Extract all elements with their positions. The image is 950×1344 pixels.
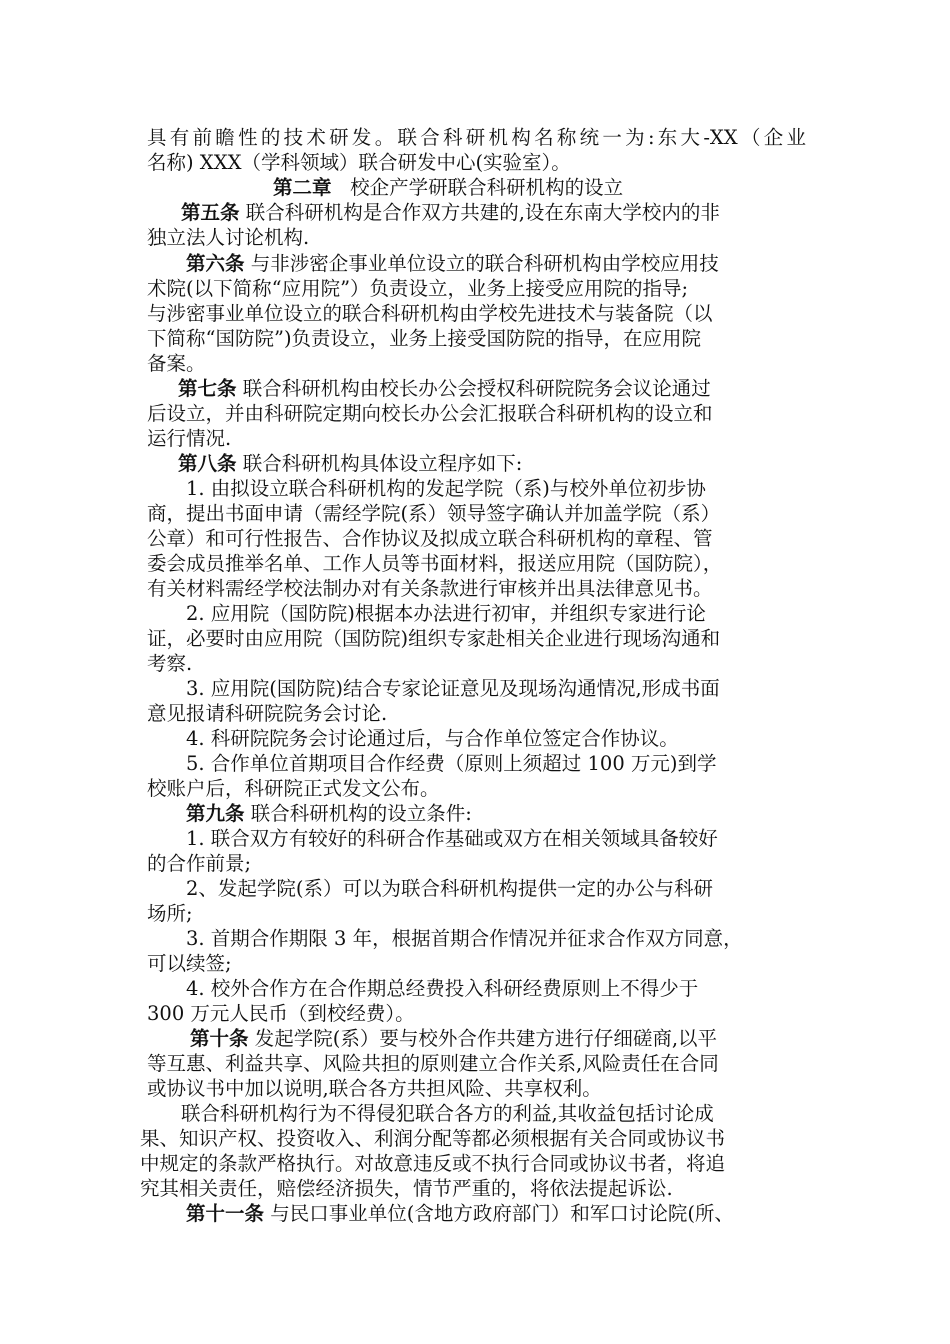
article-label: 第九条 — [186, 802, 245, 825]
article-line — [186, 801, 472, 827]
text-line: 300 万元人民币（到校经费）。 — [147, 1002, 415, 1025]
text-line: 联合科研机构的设立条件: — [250, 802, 472, 825]
text-line: 与涉密事业单位设立的联合科研机构由学校先进技术与装备院（以 — [147, 302, 713, 325]
text-line: 联合科研机构具体设立程序如下: — [242, 452, 523, 475]
text-line: 备案。 — [147, 352, 206, 375]
text-line: 或协议书中加以说明,联合各方共担风险、共享权利。 — [147, 1077, 602, 1100]
text-line: 1. 联合双方有较好的科研合作基础或双方在相关领域具备较好 — [186, 827, 718, 850]
text-line: 校账户后，科研院正式发文公布。 — [147, 777, 440, 800]
text-line: 与非涉密企事业单位设立的联合科研机构由学校应用技 — [250, 252, 719, 275]
article-line — [178, 376, 711, 402]
text-line: 下简称“国防院”)负责设立，业务上接受国防院的指导，在应用院 — [147, 327, 702, 350]
text-line: 究其相关责任，赔偿经济损失，情节严重的，将依法提起诉讼. — [140, 1177, 673, 1200]
text-line: 公章）和可行性报告、合作协议及拟成立联合科研机构的章程、管 — [147, 527, 713, 550]
text-line: 4. 科研院院务会讨论通过后，与合作单位签定合作协议。 — [186, 727, 679, 750]
text-line: 果、知识产权、投资收入、利润分配等都必须根据有关合同或协议书 — [140, 1127, 726, 1150]
text-line: 可以续签; — [147, 952, 232, 975]
text-line: 术院(以下简称“应用院”）负责设立，业务上接受应用院的指导; — [147, 277, 689, 300]
article-line — [181, 200, 720, 226]
chapter-title: 校企产学研联合科研机构的设立 — [350, 176, 624, 199]
text-line: 有关材料需经学校法制办对有关条款进行审核并出具法律意见书。 — [147, 577, 713, 600]
article-label: 第八条 — [178, 452, 237, 475]
text-line: 独立法人讨论机构. — [147, 226, 310, 249]
article-label: 第七条 — [178, 377, 237, 400]
chapter-number: 第二章 — [273, 176, 332, 199]
text-line: 意见报请科研院院务会讨论. — [147, 702, 388, 725]
text-line: 联合科研机构是合作双方共建的,设在东南大学校内的非 — [245, 201, 720, 224]
text-line: 商，提出书面申请（需经学院(系）领导签字确认并加盖学院（系） — [147, 502, 721, 525]
text-line: 3. 首期合作期限 3 年，根据首期合作情况并征求合作双方同意， — [186, 927, 743, 950]
text-line: 的合作前景; — [147, 852, 252, 875]
text-line: 证，必要时由应用院（国防院)组织专家赴相关企业进行现场沟通和 — [147, 627, 721, 650]
text-line: 发起学院(系）要与校外合作共建方进行仔细磋商,以平 — [254, 1027, 718, 1050]
text-line: 场所; — [147, 902, 193, 925]
article-label: 第六条 — [186, 252, 245, 275]
text-line: 中规定的条款严格执行。对故意违反或不执行合同或协议书者，将追 — [140, 1152, 726, 1175]
chapter-heading — [273, 175, 623, 201]
text-line: 3. 应用院(国防院)结合专家论证意见及现场沟通情况,形成书面 — [186, 677, 720, 700]
text-line: 4. 校外合作方在合作期总经费投入科研经费原则上不得少于 — [186, 977, 699, 1000]
text-line: 委会成员推举名单、工作人员等书面材料，报送应用院（国防院）， — [147, 552, 723, 575]
article-line — [186, 1201, 734, 1227]
text-line: 名称) XXX（学科领域）联合研发中心(实验室）。 — [147, 151, 571, 174]
article-label: 第五条 — [181, 201, 240, 224]
text-line: 后设立，并由科研院定期向校长办公会汇报联合科研机构的设立和 — [147, 402, 713, 425]
text-line: 5. 合作单位首期项目合作经费（原则上须超过 100 万元)到学 — [186, 752, 717, 775]
article-line — [178, 451, 522, 477]
text-line: 联合科研机构由校长办公会授权科研院院务会议论通过 — [242, 377, 711, 400]
text-line: 1. 由拟设立联合科研机构的发起学院（系)与校外单位初步协 — [186, 477, 706, 500]
article-label: 第十一条 — [186, 1202, 265, 1225]
text-line: 联合科研机构行为不得侵犯联合各方的利益,其收益包括讨论成 — [181, 1102, 714, 1125]
text-line: 具有前瞻性的技术研发。联合科研机构名称统一为:东大-XX（企业 — [147, 126, 806, 149]
article-line — [186, 251, 719, 277]
text-line: 等互惠、利益共享、风险共担的原则建立合作关系,风险责任在合同 — [147, 1052, 719, 1075]
article-line — [190, 1026, 717, 1052]
text-line: 与民口事业单位(含地方政府部门）和军口讨论院(所、 — [270, 1202, 734, 1225]
text-line: 运行情况. — [147, 427, 232, 450]
article-label: 第十条 — [190, 1027, 249, 1050]
text-line: 2、发起学院(系）可以为联合科研机构提供一定的办公与科研 — [186, 877, 714, 900]
text-line: 2. 应用院（国防院)根据本办法进行初审，并组织专家进行论 — [186, 602, 706, 625]
text-line: 考察. — [147, 652, 193, 675]
